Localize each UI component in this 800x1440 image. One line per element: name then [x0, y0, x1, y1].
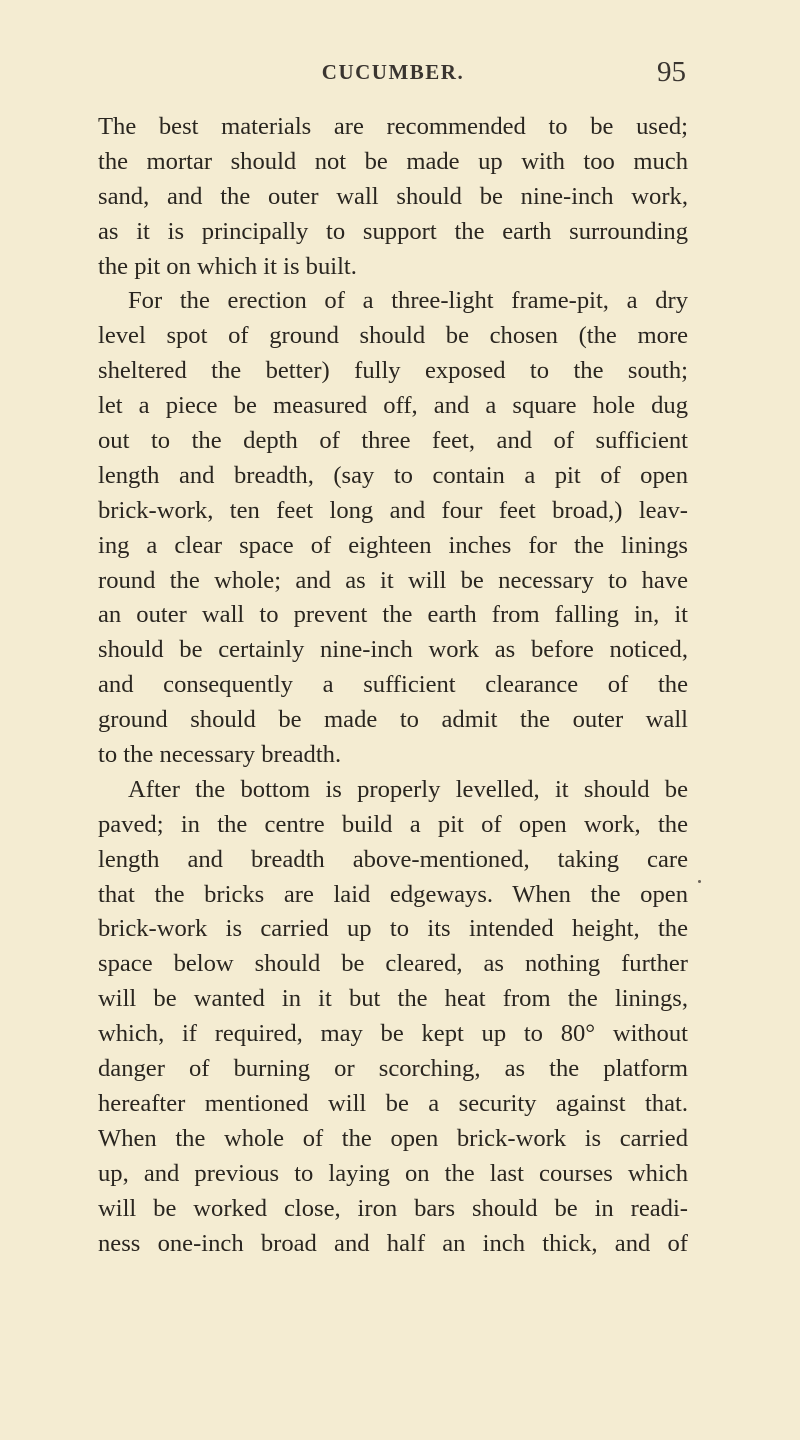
- text-line: level spot of ground should be chosen (the more: [98, 322, 688, 350]
- text-line: up, and previous to laying on the last courses which: [98, 1159, 688, 1187]
- text-line: let a piece be measured off, and a square hole dug: [98, 392, 688, 420]
- text-line: as it is principally to support the earth surrounding: [98, 217, 688, 245]
- text-line: length and breadth, (say to contain a pit of open: [98, 461, 688, 489]
- text-line: space below should be cleared, as nothing further: [98, 950, 688, 978]
- text-line: round the whole; and as it will be necessary to have: [98, 566, 688, 594]
- text-line: After the bottom is properly levelled, it should be: [128, 775, 688, 803]
- text-line: which, if required, may be kept up to 80° without: [98, 1020, 688, 1048]
- text-line: that the bricks are laid edgeways. When the open: [98, 880, 688, 908]
- text-line: out to the depth of three feet, and of sufficient: [98, 427, 688, 455]
- margin-speck: [698, 880, 701, 883]
- text-line: brick-work is carried up to its intended height, the: [98, 915, 688, 943]
- text-line: sand, and the outer wall should be nine-inch work,: [98, 182, 688, 210]
- text-line: the mortar should not be made up with too much: [98, 147, 688, 175]
- text-line: danger of burning or scorching, as the platform: [98, 1055, 688, 1083]
- running-title: CUCUMBER.: [321, 60, 465, 84]
- text-line: brick-work, ten feet long and four feet broad,) leav-: [98, 496, 688, 524]
- text-line: sheltered the better) fully exposed to the south;: [98, 357, 688, 385]
- text-line: will be wanted in it but the heat from the linings,: [98, 985, 688, 1013]
- text-line: an outer wall to prevent the earth from falling in, it: [98, 601, 688, 629]
- text-line: length and breadth above-mentioned, taking care: [98, 845, 688, 873]
- text-line: hereafter mentioned will be a security against that.: [98, 1089, 688, 1117]
- text-line: ness one-inch broad and half an inch thick, and of: [98, 1229, 688, 1257]
- running-head: [98, 56, 688, 100]
- page-number: 95: [657, 56, 686, 88]
- text-line: should be certainly nine-inch work as before noticed,: [98, 636, 688, 664]
- text-line: paved; in the centre build a pit of open work, the: [98, 810, 688, 838]
- text-line: to the necessary breadth.: [98, 741, 342, 769]
- text-line: The best materials are recommended to be used;: [98, 113, 688, 140]
- text-line: the pit on which it is built.: [98, 252, 357, 280]
- text-line: When the whole of the open brick-work is carried: [98, 1124, 688, 1152]
- text-line: For the erection of a three-light frame-pit, a dry: [128, 287, 688, 315]
- text-line: will be worked close, iron bars should be in readi-: [98, 1194, 688, 1222]
- text-line: ing a clear space of eighteen inches for the linings: [98, 531, 688, 559]
- body-text: [98, 110, 688, 1261]
- text-line: and consequently a sufficient clearance of the: [98, 671, 688, 699]
- text-line: ground should be made to admit the outer wall: [98, 706, 688, 734]
